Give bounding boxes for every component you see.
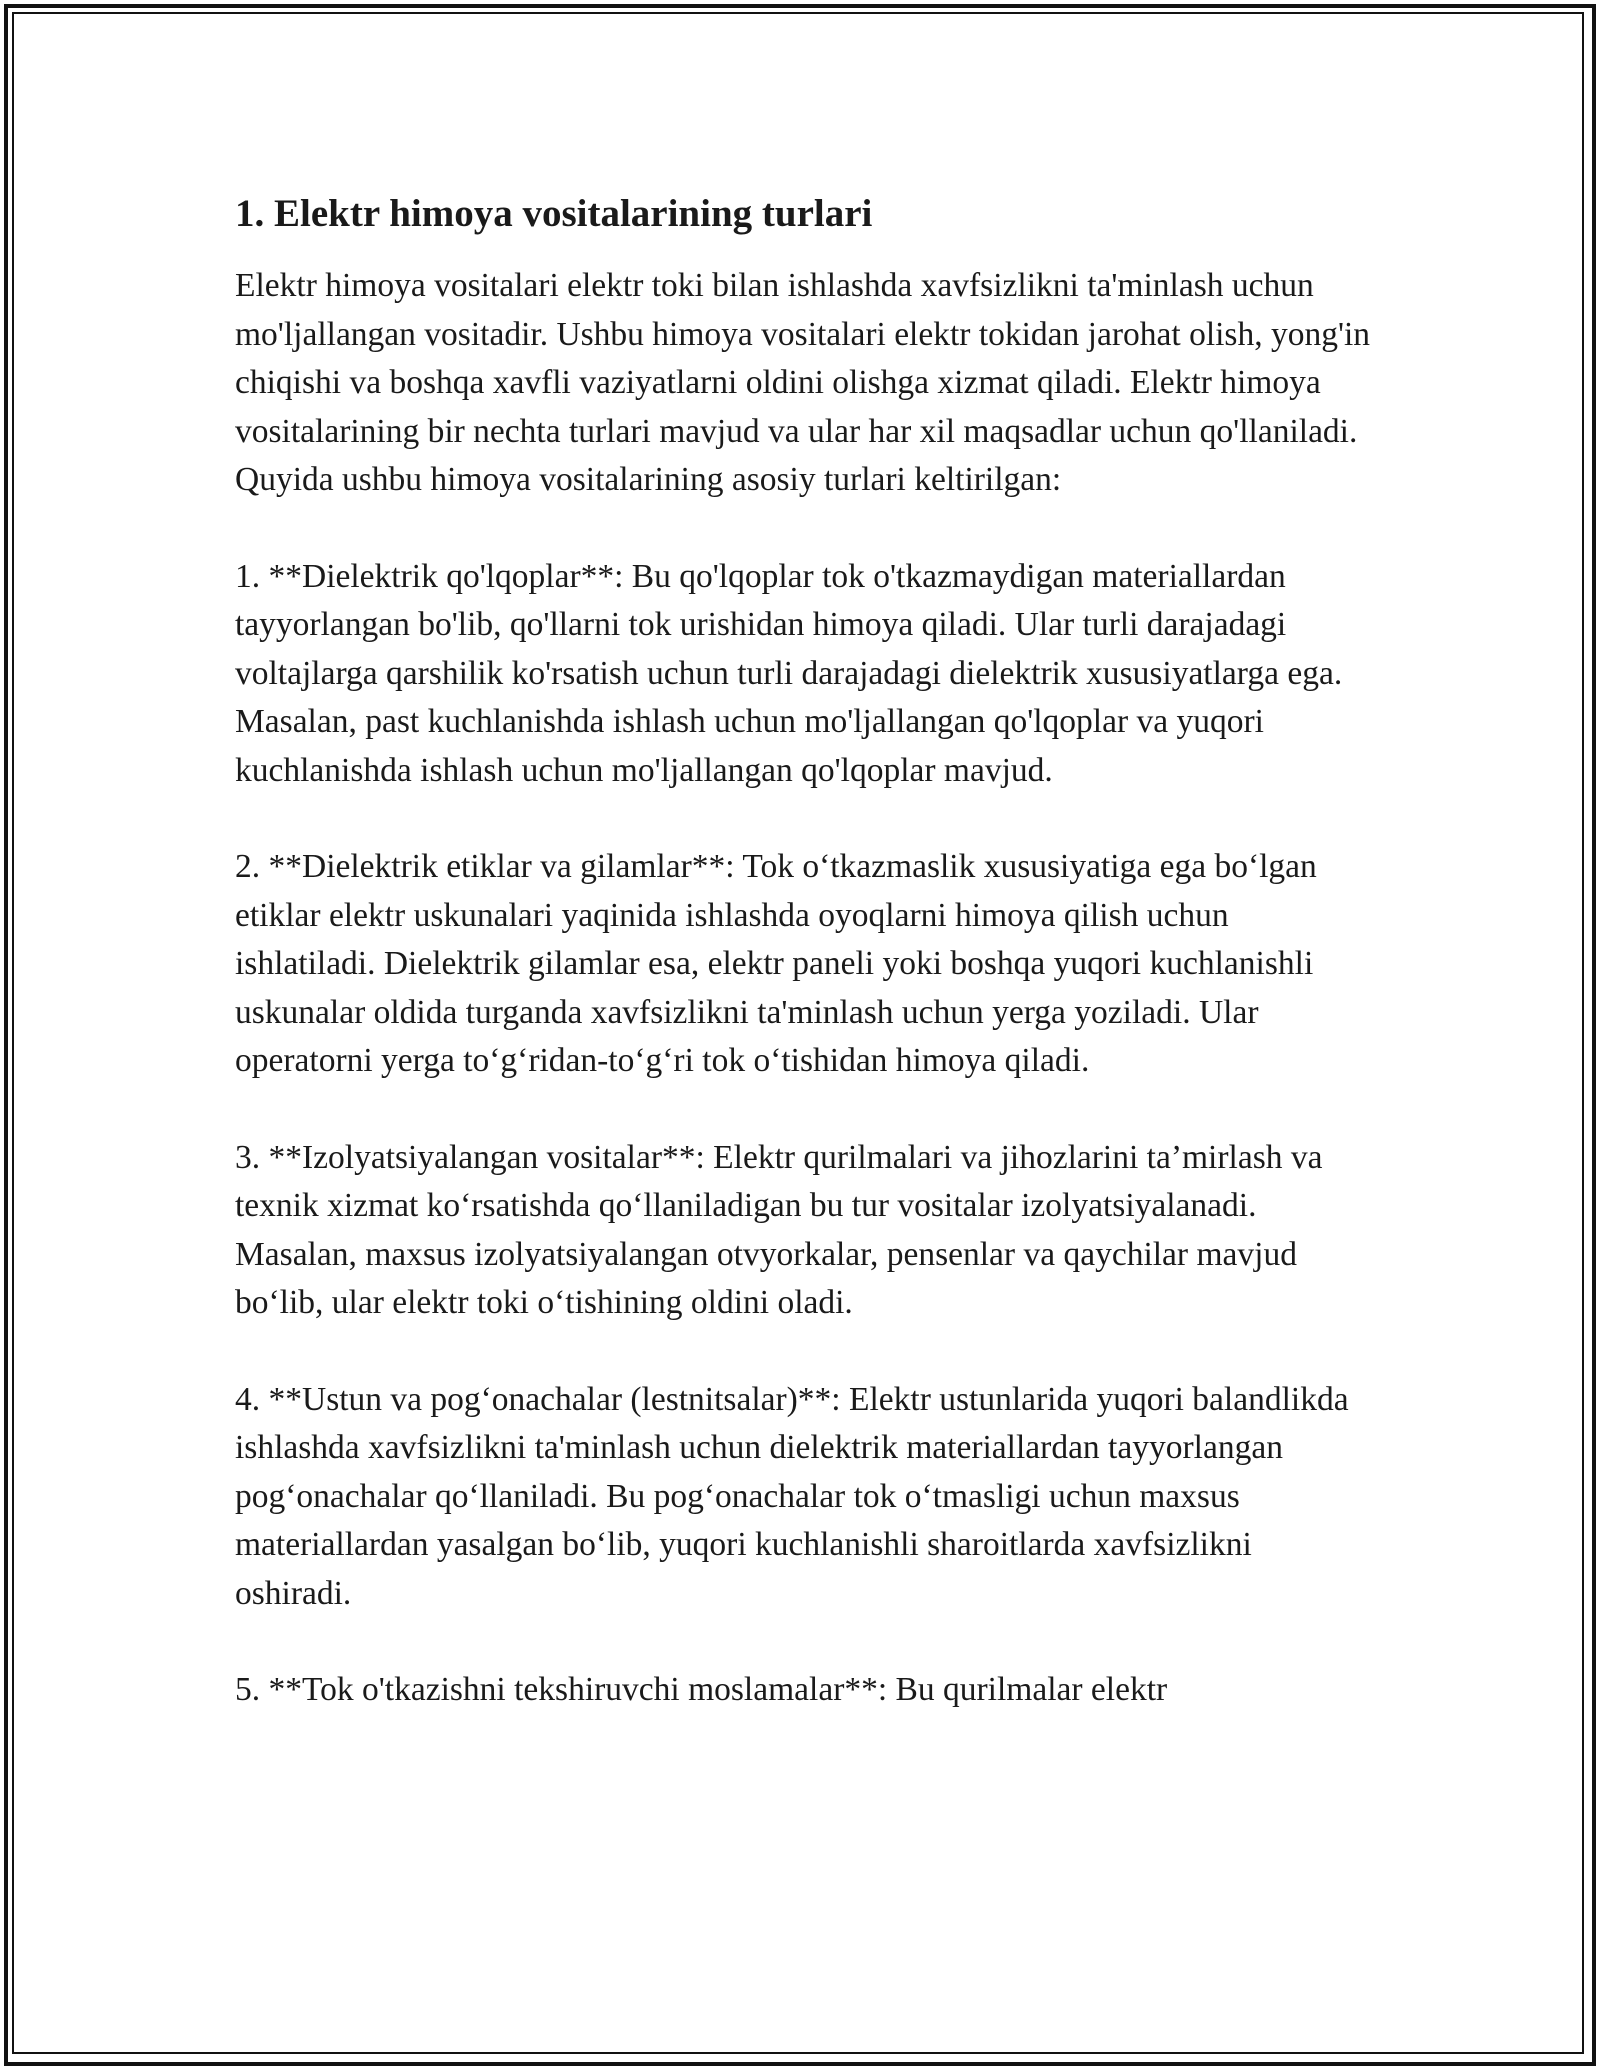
list-item-ladders: 4. **Ustun va pog‘onachalar (lestnitsalar)**: Elektr ustunlarida yuqori balandlikda ishlashda xavfsizlikni ta'minlash uchun dielektrik materiallardan tayyorlangan pog‘onachalar qo‘llaniladi. Bu pog‘onachalar tok o‘tmasligi uchun maxsus materiallardan yasalgan bo‘lib, yuqori kuchlanishli sharoitlarda xavfsizlikni oshiradi. bbox=[235, 1380, 1349, 1612]
intro-paragraph: Elektr himoya vositalari elektr toki bilan ishlashda xavfsizlikni ta'minlash uchun mo'ljallangan vositadir. Ushbu himoya vositalari elektr tokidan jarohat olish, yong'in chiqishi va boshqa xavfli vaziyatlarni oldini olishga xizmat qiladi. Elektr himoya vositalarining bir nechta turlari mavjud va ular har xil maqsadlar uchun qo'llaniladi. Quyida ushbu himoya vositalarining asosiy turlari keltirilgan: bbox=[235, 267, 1371, 498]
section-heading: 1. Elektr himoya vositalarining turlari bbox=[235, 192, 873, 235]
document-body bbox=[235, 188, 1375, 1763]
list-item-dielectric-gloves: 1. **Dielektrik qo'lqoplar**: Bu qo'lqoplar tok o'tkazmaydigan materiallardan tayyorlangan bo'lib, qo'llarni tok urishidan himoya qiladi. Ular turli darajadagi voltajlarga qarshilik ko'rsatish uchun turli darajadagi dielektrik xususiyatlarga ega. Masalan, past kuchlanishda ishlash uchun mo'ljallangan qo'lqoplar va yuqori kuchlanishda ishlash uchun mo'ljallangan qo'lqoplar mavjud. bbox=[235, 557, 1343, 789]
list-item-insulated-tools: 3. **Izolyatsiyalangan vositalar**: Elektr qurilmalari va jihozlarini ta’mirlash va texnik xizmat ko‘rsatishda qo‘llaniladigan bu tur vositalar izolyatsiyalanadi. Masalan, maxsus izolyatsiyalangan otvyorkalar, pensenlar va qaychilar mavjud bo‘lib, ular elektr toki o‘tishining oldini oladi. bbox=[235, 1138, 1323, 1321]
list-item-dielectric-boots-mats: 2. **Dielektrik etiklar va gilamlar**: Tok o‘tkazmaslik xususiyatiga ega bo‘lgan etiklar elektr uskunalari yaqinida ishlashda oyoqlarni himoya qilish uchun ishlatiladi. Dielektrik gilamlar esa, elektr paneli yoki boshqa yuqori kuchlanishli uskunalar oldida turganda xavfsizlikni ta'minlash uchun yerga yoziladi. Ular operatorni yerga to‘g‘ridan-to‘g‘ri tok o‘tishidan himoya qiladi. bbox=[235, 848, 1317, 1079]
list-item-voltage-testers: 5. **Tok o'tkazishni tekshiruvchi moslamalar**: Bu qurilmalar elektr bbox=[235, 1671, 1168, 1708]
